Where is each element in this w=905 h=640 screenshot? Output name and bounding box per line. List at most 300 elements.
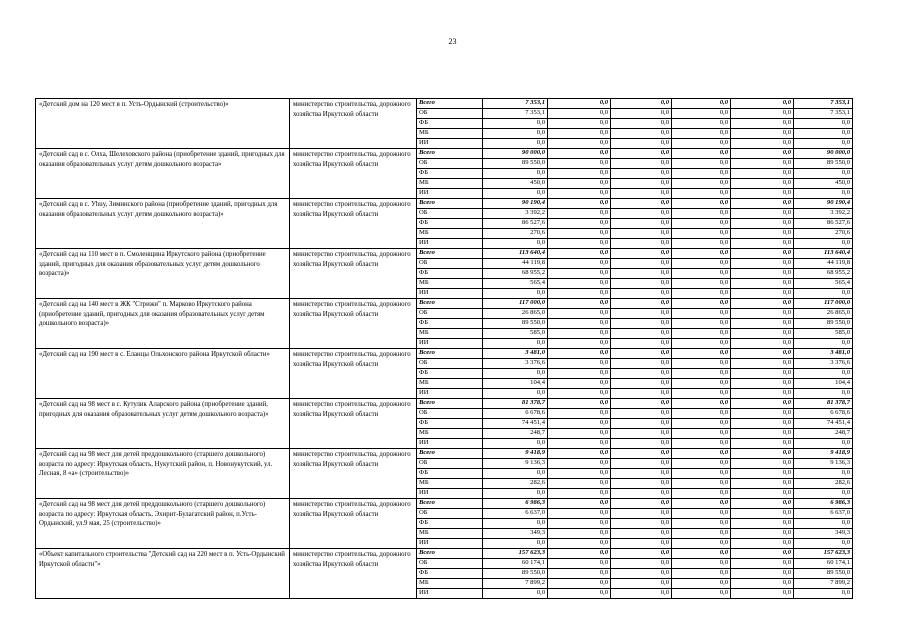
value-year: 0,0 xyxy=(548,529,611,539)
funding-source: ОБ xyxy=(417,459,483,469)
value-year: 0,0 xyxy=(611,359,672,369)
page-number: 23 xyxy=(448,37,457,46)
table-row xyxy=(36,549,853,559)
value-year: 0,0 xyxy=(548,299,611,309)
funding-source: ИИ xyxy=(417,139,483,149)
value-year: 0,0 xyxy=(548,109,611,119)
value-year: 0,0 xyxy=(611,319,672,329)
value-total: 7 353,1 xyxy=(794,109,853,119)
value-year: 0,0 xyxy=(483,469,548,479)
value-year: 0,0 xyxy=(731,299,794,309)
value-year: 0,0 xyxy=(731,499,794,509)
value-year: 0,0 xyxy=(672,269,731,279)
value-year: 0,0 xyxy=(611,519,672,529)
table-row xyxy=(36,349,853,359)
value-year: 0,0 xyxy=(548,459,611,469)
funding-source: ИИ xyxy=(417,389,483,399)
value-total: 0,0 xyxy=(794,139,853,149)
value-year: 0,0 xyxy=(548,249,611,259)
value-year: 0,0 xyxy=(731,389,794,399)
funding-source: Всего xyxy=(417,399,483,409)
value-year: 0,0 xyxy=(611,169,672,179)
value-year: 0,0 xyxy=(548,479,611,489)
value-year: 0,0 xyxy=(731,109,794,119)
value-year: 0,0 xyxy=(731,349,794,359)
responsible-executor: министерство строительства, дорожного хозяйства Иркутской области xyxy=(290,399,417,449)
value-year: 0,0 xyxy=(483,119,548,129)
value-year: 0,0 xyxy=(611,269,672,279)
value-year: 0,0 xyxy=(548,319,611,329)
value-total: 0,0 xyxy=(794,439,853,449)
value-total: 349,3 xyxy=(794,529,853,539)
value-year: 0,0 xyxy=(611,219,672,229)
value-year: 248,7 xyxy=(483,429,548,439)
value-year: 450,0 xyxy=(483,179,548,189)
value-year: 0,0 xyxy=(672,359,731,369)
project-name: «Детский сад на 98 мест в с. Кутулик Аларского района (приобретение зданий, пригодных для оказания образовательных услуг детям дошкольного возраста)» xyxy=(36,399,290,449)
value-year: 0,0 xyxy=(672,189,731,199)
value-year: 0,0 xyxy=(611,119,672,129)
value-year: 349,3 xyxy=(483,529,548,539)
value-year: 0,0 xyxy=(548,449,611,459)
value-year: 0,0 xyxy=(548,409,611,419)
value-year: 0,0 xyxy=(672,109,731,119)
value-year: 0,0 xyxy=(731,529,794,539)
value-total: 0,0 xyxy=(794,339,853,349)
value-year: 0,0 xyxy=(731,469,794,479)
value-year: 0,0 xyxy=(731,99,794,109)
value-year: 0,0 xyxy=(548,589,611,599)
value-year: 0,0 xyxy=(672,199,731,209)
value-total: 0,0 xyxy=(794,129,853,139)
value-year: 0,0 xyxy=(483,139,548,149)
value-year: 0,0 xyxy=(731,559,794,569)
value-year: 0,0 xyxy=(731,519,794,529)
value-total: 3 392,2 xyxy=(794,209,853,219)
project-name: «Детский дом на 120 мест в п. Усть-Ордынский (строительство)» xyxy=(36,99,290,149)
value-year: 0,0 xyxy=(731,229,794,239)
value-year: 0,0 xyxy=(611,509,672,519)
funding-source: ИИ xyxy=(417,439,483,449)
funding-source: МБ xyxy=(417,179,483,189)
value-year: 0,0 xyxy=(731,439,794,449)
value-year: 86 527,6 xyxy=(483,219,548,229)
responsible-executor: министерство строительства, дорожного хозяйства Иркутской области xyxy=(290,149,417,199)
value-year: 0,0 xyxy=(548,419,611,429)
value-total: 7 353,1 xyxy=(794,99,853,109)
funding-source: ФБ xyxy=(417,219,483,229)
value-total: 0,0 xyxy=(794,469,853,479)
funding-source: ФБ xyxy=(417,119,483,129)
value-year: 0,0 xyxy=(483,369,548,379)
funding-source: Всего xyxy=(417,349,483,359)
value-year: 0,0 xyxy=(483,519,548,529)
budget-table xyxy=(35,98,853,599)
value-year: 0,0 xyxy=(611,259,672,269)
value-total: 248,7 xyxy=(794,429,853,439)
value-year: 0,0 xyxy=(548,469,611,479)
value-year: 0,0 xyxy=(672,509,731,519)
funding-source: ОБ xyxy=(417,359,483,369)
value-year: 0,0 xyxy=(611,429,672,439)
value-year: 0,0 xyxy=(672,289,731,299)
value-year: 0,0 xyxy=(672,539,731,549)
value-year: 0,0 xyxy=(548,339,611,349)
funding-source: ОБ xyxy=(417,509,483,519)
value-total: 6 637,0 xyxy=(794,509,853,519)
value-total: 450,0 xyxy=(794,179,853,189)
value-year: 0,0 xyxy=(548,509,611,519)
value-year: 0,0 xyxy=(548,309,611,319)
funding-source: ФБ xyxy=(417,269,483,279)
value-total: 44 119,8 xyxy=(794,259,853,269)
value-year: 0,0 xyxy=(731,289,794,299)
value-year: 0,0 xyxy=(731,159,794,169)
value-year: 0,0 xyxy=(548,99,611,109)
value-year: 0,0 xyxy=(611,249,672,259)
value-year: 0,0 xyxy=(548,429,611,439)
value-year: 0,0 xyxy=(611,349,672,359)
value-year: 7 353,1 xyxy=(483,109,548,119)
value-year: 0,0 xyxy=(731,509,794,519)
value-year: 0,0 xyxy=(611,209,672,219)
value-year: 26 865,0 xyxy=(483,309,548,319)
funding-source: МБ xyxy=(417,279,483,289)
value-year: 0,0 xyxy=(548,549,611,559)
funding-source: Всего xyxy=(417,249,483,259)
value-year: 0,0 xyxy=(548,499,611,509)
responsible-executor: министерство строительства, дорожного хозяйства Иркутской области xyxy=(290,99,417,149)
value-year: 0,0 xyxy=(672,479,731,489)
funding-source: Всего xyxy=(417,149,483,159)
value-total: 81 378,7 xyxy=(794,399,853,409)
value-year: 0,0 xyxy=(611,309,672,319)
value-year: 0,0 xyxy=(672,469,731,479)
value-total: 68 955,2 xyxy=(794,269,853,279)
value-year: 0,0 xyxy=(611,549,672,559)
value-year: 9 136,3 xyxy=(483,459,548,469)
value-total: 74 451,4 xyxy=(794,419,853,429)
value-year: 0,0 xyxy=(611,379,672,389)
table-row xyxy=(36,199,853,209)
value-year: 0,0 xyxy=(672,399,731,409)
funding-source: ФБ xyxy=(417,569,483,579)
value-total: 0,0 xyxy=(794,369,853,379)
value-year: 0,0 xyxy=(611,329,672,339)
value-year: 0,0 xyxy=(731,429,794,439)
funding-source: МБ xyxy=(417,429,483,439)
funding-source: МБ xyxy=(417,129,483,139)
value-year: 0,0 xyxy=(672,409,731,419)
funding-source: ИИ xyxy=(417,589,483,599)
value-year: 270,6 xyxy=(483,229,548,239)
value-year: 7 353,1 xyxy=(483,99,548,109)
value-year: 0,0 xyxy=(731,399,794,409)
value-year: 0,0 xyxy=(672,349,731,359)
value-year: 0,0 xyxy=(672,309,731,319)
value-year: 0,0 xyxy=(548,189,611,199)
value-year: 0,0 xyxy=(731,479,794,489)
value-total: 60 174,1 xyxy=(794,559,853,569)
funding-source: ИИ xyxy=(417,239,483,249)
value-year: 3 392,2 xyxy=(483,209,548,219)
value-year: 0,0 xyxy=(483,489,548,499)
value-year: 0,0 xyxy=(672,569,731,579)
value-year: 0,0 xyxy=(611,399,672,409)
budget-table-body xyxy=(36,99,853,599)
value-year: 0,0 xyxy=(611,469,672,479)
value-total: 157 623,3 xyxy=(794,549,853,559)
value-year: 89 550,0 xyxy=(483,569,548,579)
value-year: 0,0 xyxy=(672,499,731,509)
value-year: 0,0 xyxy=(611,569,672,579)
value-total: 113 640,4 xyxy=(794,249,853,259)
value-year: 60 174,1 xyxy=(483,559,548,569)
value-year: 0,0 xyxy=(483,189,548,199)
value-total: 90 190,4 xyxy=(794,199,853,209)
value-year: 0,0 xyxy=(672,299,731,309)
funding-source: ИИ xyxy=(417,289,483,299)
value-year: 0,0 xyxy=(672,369,731,379)
value-year: 3 376,6 xyxy=(483,359,548,369)
responsible-executor: министерство строительства, дорожного хозяйства Иркутской области xyxy=(290,199,417,249)
value-year: 0,0 xyxy=(611,189,672,199)
value-total: 270,6 xyxy=(794,229,853,239)
value-year: 0,0 xyxy=(611,149,672,159)
value-year: 0,0 xyxy=(548,569,611,579)
value-year: 3 481,0 xyxy=(483,349,548,359)
responsible-executor: министерство строительства, дорожного хозяйства Иркутской области xyxy=(290,249,417,299)
value-total: 0,0 xyxy=(794,519,853,529)
value-year: 0,0 xyxy=(672,119,731,129)
value-year: 89 550,0 xyxy=(483,319,548,329)
project-name: «Детский сад на 190 мест в с. Еланцы Ольхонского района Иркутской области» xyxy=(36,349,290,399)
funding-source: ОБ xyxy=(417,559,483,569)
value-year: 0,0 xyxy=(548,369,611,379)
project-name: «Объект капитального строительства "Детский сад на 220 мест в п. Усть-Ордынский Иркутской области"» xyxy=(36,549,290,599)
table-row xyxy=(36,449,853,459)
value-year: 0,0 xyxy=(611,369,672,379)
value-year: 0,0 xyxy=(672,239,731,249)
value-year: 157 623,3 xyxy=(483,549,548,559)
value-year: 0,0 xyxy=(672,169,731,179)
responsible-executor: министерство строительства, дорожного хозяйства Иркутской области xyxy=(290,549,417,599)
value-year: 0,0 xyxy=(548,519,611,529)
value-year: 0,0 xyxy=(483,129,548,139)
value-year: 9 418,9 xyxy=(483,449,548,459)
value-year: 565,4 xyxy=(483,279,548,289)
value-year: 0,0 xyxy=(731,329,794,339)
value-year: 0,0 xyxy=(731,339,794,349)
table-row xyxy=(36,299,853,309)
value-year: 0,0 xyxy=(731,589,794,599)
funding-source: ФБ xyxy=(417,319,483,329)
value-year: 0,0 xyxy=(611,529,672,539)
value-year: 0,0 xyxy=(672,329,731,339)
value-year: 0,0 xyxy=(731,139,794,149)
value-year: 0,0 xyxy=(731,199,794,209)
value-year: 0,0 xyxy=(731,219,794,229)
value-year: 0,0 xyxy=(548,129,611,139)
value-year: 0,0 xyxy=(548,279,611,289)
value-total: 26 865,0 xyxy=(794,309,853,319)
funding-source: ФБ xyxy=(417,169,483,179)
value-total: 86 527,6 xyxy=(794,219,853,229)
value-year: 0,0 xyxy=(731,549,794,559)
value-year: 68 955,2 xyxy=(483,269,548,279)
value-year: 117 000,0 xyxy=(483,299,548,309)
value-total: 7 899,2 xyxy=(794,579,853,589)
value-year: 0,0 xyxy=(672,489,731,499)
value-total: 0,0 xyxy=(794,289,853,299)
funding-source: Всего xyxy=(417,299,483,309)
value-total: 0,0 xyxy=(794,389,853,399)
value-year: 0,0 xyxy=(611,129,672,139)
value-year: 0,0 xyxy=(548,159,611,169)
value-total: 0,0 xyxy=(794,119,853,129)
funding-source: Всего xyxy=(417,449,483,459)
value-total: 0,0 xyxy=(794,239,853,249)
value-year: 0,0 xyxy=(611,489,672,499)
value-year: 6 637,0 xyxy=(483,509,548,519)
value-year: 0,0 xyxy=(611,459,672,469)
value-total: 89 550,0 xyxy=(794,159,853,169)
value-year: 0,0 xyxy=(672,249,731,259)
value-year: 0,0 xyxy=(483,169,548,179)
value-year: 89 550,0 xyxy=(483,159,548,169)
funding-source: ОБ xyxy=(417,209,483,219)
value-year: 0,0 xyxy=(483,439,548,449)
value-year: 7 899,2 xyxy=(483,579,548,589)
value-year: 0,0 xyxy=(672,159,731,169)
value-year: 0,0 xyxy=(611,289,672,299)
table-row xyxy=(36,499,853,509)
funding-source: ОБ xyxy=(417,309,483,319)
value-year: 0,0 xyxy=(611,199,672,209)
value-year: 0,0 xyxy=(548,149,611,159)
value-year: 0,0 xyxy=(731,269,794,279)
funding-source: ОБ xyxy=(417,259,483,269)
value-year: 0,0 xyxy=(672,389,731,399)
value-total: 89 550,0 xyxy=(794,569,853,579)
value-total: 6 986,3 xyxy=(794,499,853,509)
value-year: 6 986,3 xyxy=(483,499,548,509)
value-total: 0,0 xyxy=(794,589,853,599)
value-year: 0,0 xyxy=(672,529,731,539)
value-total: 89 550,0 xyxy=(794,319,853,329)
value-year: 0,0 xyxy=(731,129,794,139)
value-year: 0,0 xyxy=(672,129,731,139)
value-total: 0,0 xyxy=(794,169,853,179)
funding-source: ИИ xyxy=(417,339,483,349)
funding-source: ФБ xyxy=(417,369,483,379)
value-year: 74 451,4 xyxy=(483,419,548,429)
funding-source: ОБ xyxy=(417,409,483,419)
value-year: 0,0 xyxy=(672,589,731,599)
value-year: 0,0 xyxy=(672,419,731,429)
value-year: 0,0 xyxy=(731,119,794,129)
value-year: 0,0 xyxy=(672,519,731,529)
value-total: 90 000,0 xyxy=(794,149,853,159)
value-year: 0,0 xyxy=(731,279,794,289)
value-year: 0,0 xyxy=(548,229,611,239)
value-year: 0,0 xyxy=(483,239,548,249)
table-row xyxy=(36,149,853,159)
funding-source: МБ xyxy=(417,479,483,489)
value-year: 0,0 xyxy=(731,489,794,499)
project-name: «Детский сад в с. Уhuy, Зиминского района (приобретение зданий, пригодных для оказания образовательных услуг детям дошкольного возраста)» xyxy=(36,199,290,249)
value-year: 0,0 xyxy=(611,279,672,289)
value-year: 0,0 xyxy=(548,579,611,589)
value-year: 0,0 xyxy=(548,349,611,359)
value-year: 0,0 xyxy=(548,329,611,339)
project-name: «Детский сад на 110 мест в п. Смоленщина Иркутского района (приобретение зданий, пригодных для оказания образовательных услуг детям дошкольного возраста)» xyxy=(36,249,290,299)
value-year: 0,0 xyxy=(548,289,611,299)
value-year: 0,0 xyxy=(548,239,611,249)
value-year: 0,0 xyxy=(548,179,611,189)
responsible-executor: министерство строительства, дорожного хозяйства Иркутской области xyxy=(290,449,417,499)
table-row xyxy=(36,399,853,409)
value-total: 3 481,0 xyxy=(794,349,853,359)
value-year: 0,0 xyxy=(548,379,611,389)
value-year: 0,0 xyxy=(611,99,672,109)
value-total: 565,4 xyxy=(794,279,853,289)
value-year: 0,0 xyxy=(672,339,731,349)
value-year: 0,0 xyxy=(548,119,611,129)
value-year: 0,0 xyxy=(483,589,548,599)
value-year: 0,0 xyxy=(548,199,611,209)
funding-source: Всего xyxy=(417,549,483,559)
value-year: 0,0 xyxy=(548,169,611,179)
value-year: 0,0 xyxy=(672,559,731,569)
value-year: 0,0 xyxy=(731,459,794,469)
value-year: 0,0 xyxy=(731,419,794,429)
funding-source: МБ xyxy=(417,379,483,389)
value-year: 0,0 xyxy=(672,549,731,559)
value-year: 0,0 xyxy=(611,339,672,349)
value-year: 90 000,0 xyxy=(483,149,548,159)
value-year: 0,0 xyxy=(611,159,672,169)
value-year: 0,0 xyxy=(548,219,611,229)
value-year: 0,0 xyxy=(611,389,672,399)
value-year: 0,0 xyxy=(672,209,731,219)
value-year: 282,6 xyxy=(483,479,548,489)
value-year: 0,0 xyxy=(672,449,731,459)
value-year: 0,0 xyxy=(483,389,548,399)
value-year: 0,0 xyxy=(611,579,672,589)
value-year: 0,0 xyxy=(611,409,672,419)
funding-source: Всего xyxy=(417,99,483,109)
value-total: 0,0 xyxy=(794,539,853,549)
value-year: 0,0 xyxy=(611,479,672,489)
funding-source: ИИ xyxy=(417,539,483,549)
project-name: «Детский сад на 98 мест для детей преддошкольного (старшего дошкольного) возраста по адресу: Иркутская область, Нукутский район, п. Новонукутский, ул. Лесная, 8 «а» (строительство)» xyxy=(36,449,290,499)
value-total: 6 678,6 xyxy=(794,409,853,419)
value-year: 0,0 xyxy=(672,279,731,289)
value-year: 0,0 xyxy=(611,419,672,429)
value-year: 0,0 xyxy=(483,539,548,549)
value-year: 0,0 xyxy=(611,589,672,599)
value-year: 585,0 xyxy=(483,329,548,339)
value-year: 0,0 xyxy=(548,389,611,399)
value-year: 0,0 xyxy=(731,369,794,379)
value-year: 0,0 xyxy=(672,99,731,109)
value-year: 0,0 xyxy=(611,239,672,249)
value-total: 117 000,0 xyxy=(794,299,853,309)
value-year: 0,0 xyxy=(611,559,672,569)
value-year: 0,0 xyxy=(611,439,672,449)
funding-source: Всего xyxy=(417,199,483,209)
